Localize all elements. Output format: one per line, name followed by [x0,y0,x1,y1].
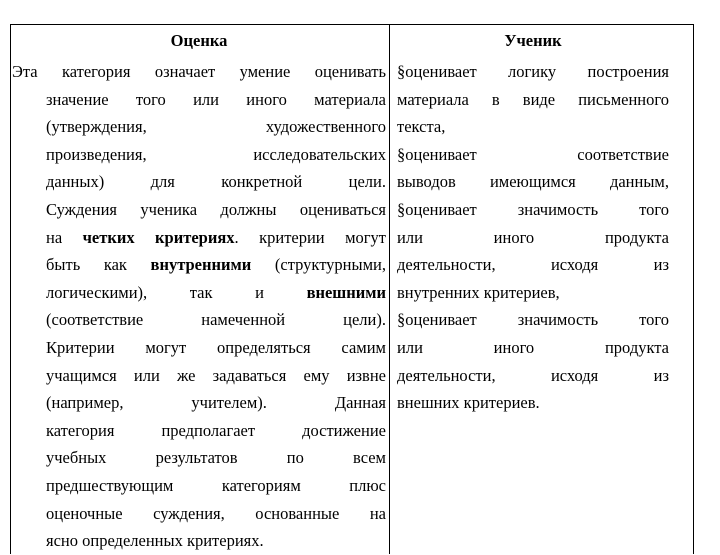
left-line: быть как внутренними (структурными, [46,255,386,275]
left-line: данных) для конкретной цели. [46,172,386,192]
left-column-header: Оценка [170,31,228,50]
right-line: выводов имеющимся данным, [397,172,669,192]
left-line: значение того или иного материала [46,89,386,109]
left-line: на четких критериях. критерии могут [46,227,386,247]
emphasis-text: четких критериях [82,227,235,247]
right-line: материала в виде письменного [397,89,669,109]
left-line: Критерии могут определяться самим [46,337,386,357]
right-line: §оценивает значимость того [397,199,669,219]
left-line: (например, учителем). Данная [46,393,386,413]
right-line: §оценивает значимость того [397,310,669,330]
left-line: предшествующим категориям плюс [46,475,386,495]
right-line: внешних критериев. [397,393,540,413]
right-column [397,24,669,417]
left-line: учащимся или же задаваться ему извне [46,365,386,385]
left-line: ясно определенных критериях. [46,531,264,551]
left-line: Суждения ученика должны оцениваться [46,199,386,219]
right-line: деятельности, исходя из [397,255,669,275]
left-line: Эта категория означает умение оценивать [12,62,386,81]
left-line: (соответствие намеченной цели). [46,310,386,330]
left-column [12,24,386,555]
right-line: или иного продукта [397,337,669,357]
left-line: категория предполагает достижение [46,420,386,440]
right-line: §оценивает соответствие [397,144,669,164]
left-line: учебных результатов по всем [46,448,386,468]
emphasis-text: внешними [306,282,386,302]
right-line: §оценивает логику построения [397,62,669,81]
column-divider [389,24,390,554]
right-line: или иного продукта [397,227,669,247]
right-line: текста, [397,117,446,137]
emphasis-text: внутренними [150,255,252,275]
right-column-header: Ученик [504,31,562,50]
left-line: произведения, исследовательских [46,144,386,164]
left-line: логическими), так и внешними [46,282,386,302]
left-line: оценочные суждения, основанные на [46,503,386,523]
right-line: внутренних критериев, [397,282,560,302]
right-line: деятельности, исходя из [397,365,669,385]
left-line: (утверждения, художественного [46,117,386,137]
